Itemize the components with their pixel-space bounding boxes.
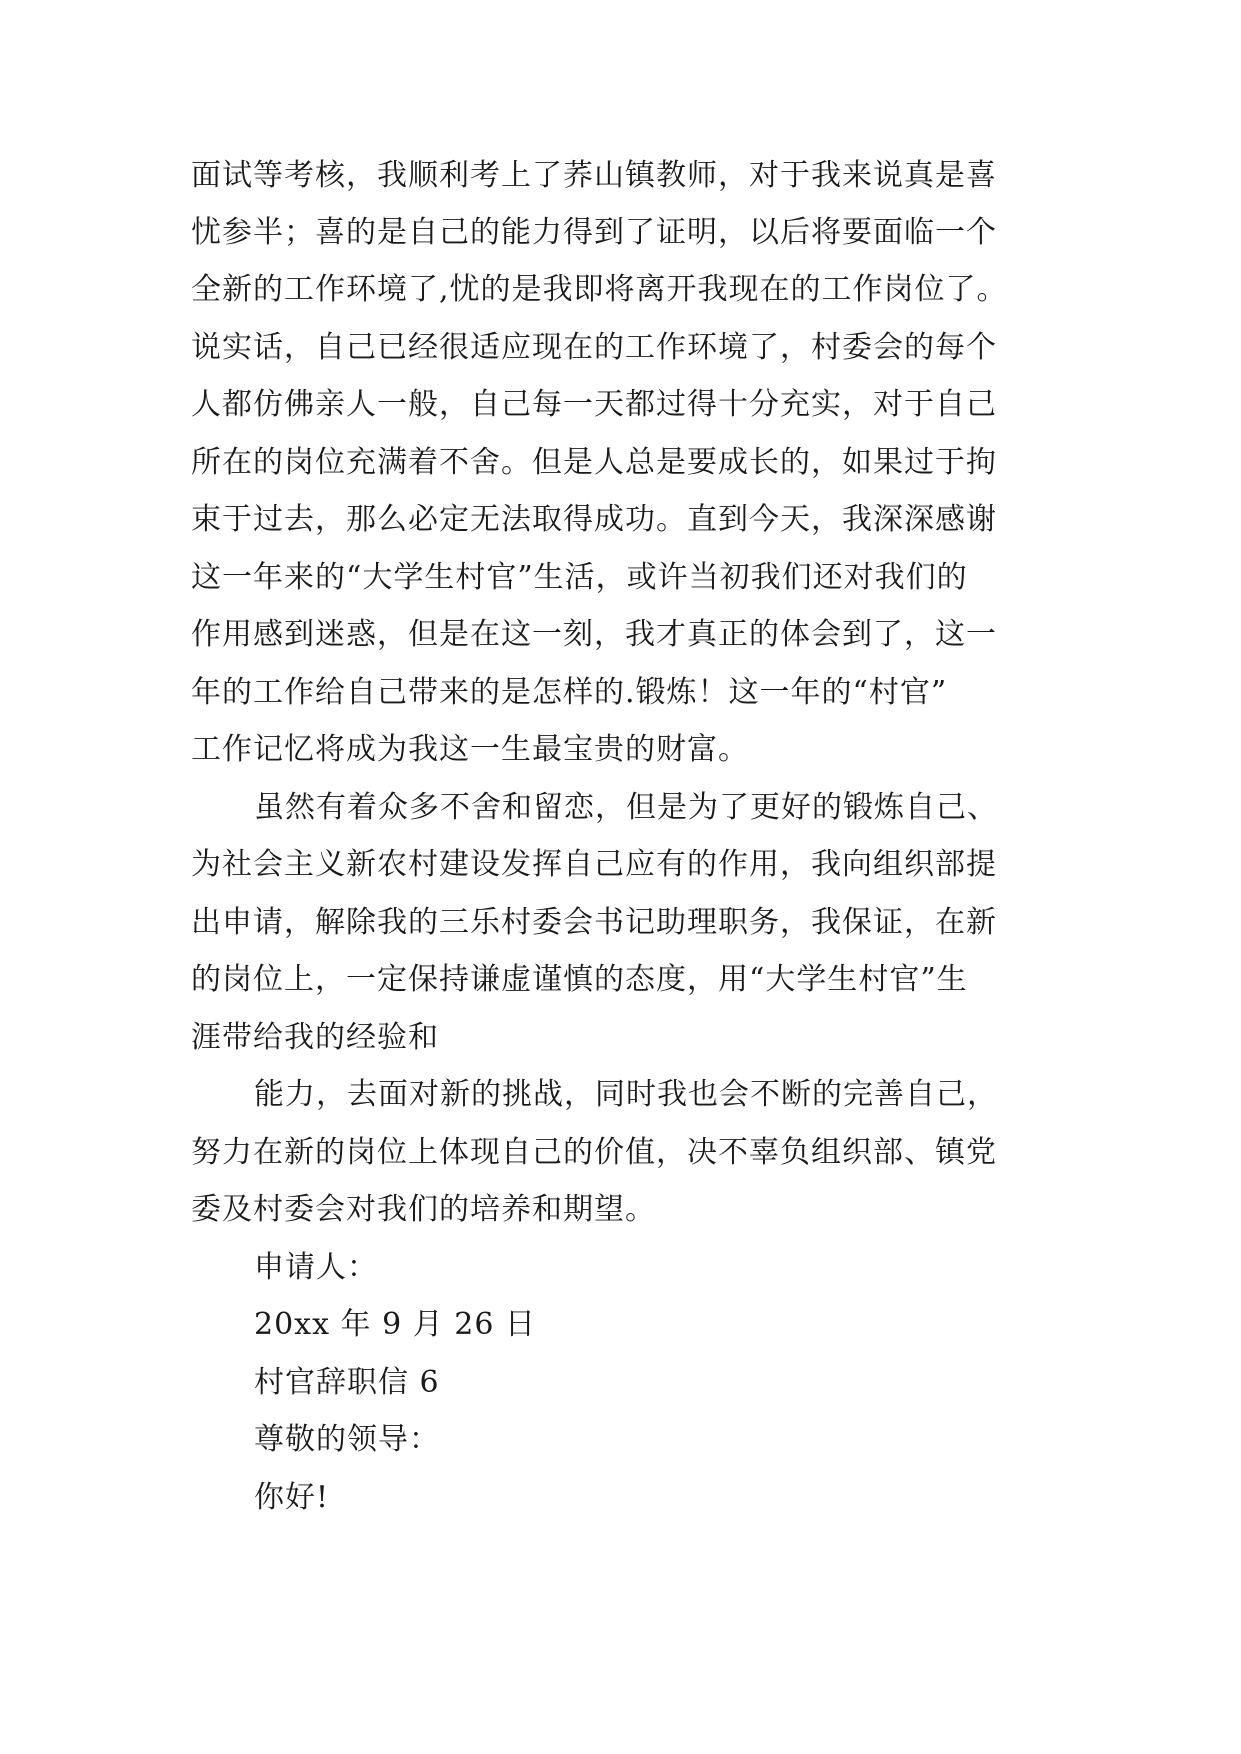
date-line: 20xx 年 9 月 26 日 <box>254 1307 536 1342</box>
body-text-line: 说实话，自己已经很适应现在的工作环境了，村委会的每个 <box>191 330 997 365</box>
paragraph-first-line: 能力，去面对新的挑战，同时我也会不断的完善自己， <box>254 1077 998 1112</box>
body-text-line: 年的工作给自己带来的是怎样的.锻炼！这一年的“村官” <box>191 675 948 710</box>
body-text-line: 所在的岗位充满着不舍。但是人总是要成长的，如果过于拘 <box>191 445 997 480</box>
body-text-line: 人都仿佛亲人一般，自己每一天都过得十分充实，对于自己 <box>191 387 997 422</box>
body-text-line: 努力在新的岗位上体现自己的价值，决不辜负组织部、镇党 <box>191 1135 997 1170</box>
body-text-line: 这一年来的“大学生村官”生活，或许当初我们还对我们的 <box>191 560 968 595</box>
body-text-line: 出申请，解除我的三乐村委会书记助理职务，我保证，在新 <box>191 905 997 940</box>
body-text-line: 面试等考核，我顺利考上了荞山镇教师，对于我来说真是喜 <box>191 158 997 193</box>
body-text-line: 为社会主义新农村建设发挥自己应有的作用，我向组织部提 <box>191 847 997 882</box>
body-text-line: 束于过去，那么必定无法取得成功。直到今天，我深深感谢 <box>191 502 997 537</box>
body-text-line: 委及村委会对我们的培养和期望。 <box>191 1192 656 1227</box>
body-text-line: 全新的工作环境了,忧的是我即将离开我现在的工作岗位了。 <box>191 272 1008 307</box>
body-text-line: 涯带给我的经验和 <box>191 1020 439 1055</box>
body-text-line: 忧参半；喜的是自己的能力得到了证明，以后将要面临一个 <box>191 215 997 250</box>
applicant-label: 申请人： <box>254 1250 378 1285</box>
body-text-line: 工作记忆将成为我这一生最宝贵的财富。 <box>191 732 749 767</box>
body-text-line: 作用感到迷惑，但是在这一刻，我才真正的体会到了，这一 <box>191 617 997 652</box>
section-heading: 村官辞职信 6 <box>254 1365 440 1400</box>
body-text-line: 的岗位上，一定保持谦虚谨慎的态度，用“大学生村官”生 <box>191 962 968 997</box>
salutation: 尊敬的领导： <box>254 1422 440 1457</box>
greeting: 你好! <box>254 1480 330 1515</box>
paragraph-first-line: 虽然有着众多不舍和留恋，但是为了更好的锻炼自己、 <box>254 790 998 825</box>
